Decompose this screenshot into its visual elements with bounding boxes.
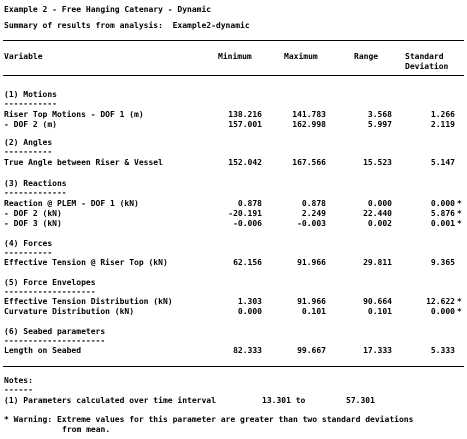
row-range: 15.523	[363, 158, 392, 167]
row-range: 0.002	[367, 219, 392, 228]
row-max: 99.667	[297, 346, 326, 355]
row-flag: *	[457, 297, 462, 306]
row-flag: *	[457, 219, 462, 228]
row-range: 3.568	[367, 110, 392, 119]
row-range: 22.440	[363, 209, 392, 218]
notes-underline: ------	[4, 385, 33, 394]
row-label: - DOF 3 (kN)	[4, 219, 62, 228]
row-max: -0.003	[297, 219, 326, 228]
row-min: 157.001	[228, 120, 262, 129]
column-header-range: Range	[354, 52, 379, 61]
row-min: 82.333	[233, 346, 262, 355]
row-min: -20.191	[228, 209, 262, 218]
row-label: True Angle between Riser & Vessel	[4, 158, 163, 167]
warning-line2: from mean.	[62, 425, 111, 434]
section-heading: (3) Reactions	[4, 179, 67, 188]
row-max: 0.101	[301, 307, 326, 316]
row-flag: *	[457, 209, 462, 218]
row-min: -0.006	[233, 219, 262, 228]
row-range: 5.997	[367, 120, 392, 129]
row-min: 0.000	[237, 307, 262, 316]
row-max: 0.878	[301, 199, 326, 208]
row-label: Curvature Distribution (kN)	[4, 307, 135, 316]
section-underline: ---------------------	[4, 336, 106, 345]
row-range: 17.333	[363, 346, 392, 355]
row-std: 0.001	[430, 219, 455, 228]
row-max: 162.998	[292, 120, 326, 129]
row-std: 5.876	[430, 209, 455, 218]
warning-line1: * Warning: Extreme values for this parameter are greater than two standard deviations	[4, 415, 414, 424]
row-std: 12.622	[426, 297, 455, 306]
row-std: 9.365	[430, 258, 455, 267]
row-std: 5.147	[430, 158, 455, 167]
report-summary: Summary of results from analysis: Example2-dynamic	[4, 21, 250, 30]
section-underline: ----------	[4, 248, 53, 257]
section-heading: (1) Motions	[4, 90, 57, 99]
row-label: - DOF 2 (m)	[4, 120, 57, 129]
row-max: 141.783	[292, 110, 326, 119]
section-heading: (5) Force Envelopes	[4, 278, 96, 287]
note-time-interval: (1) Parameters calculated over time interval	[4, 396, 216, 405]
section-heading: (6) Seabed parameters	[4, 327, 106, 336]
row-range: 90.664	[363, 297, 392, 306]
row-min: 138.216	[228, 110, 262, 119]
row-std: 0.000	[430, 199, 455, 208]
row-flag: *	[457, 307, 462, 316]
row-label: Reaction @ PLEM - DOF 1 (kN)	[4, 199, 139, 208]
section-heading: (4) Forces	[4, 239, 53, 248]
row-max: 167.566	[292, 158, 326, 167]
note-time-to: 57.301	[346, 396, 375, 405]
note-time-from: 13.301 to	[262, 396, 306, 405]
row-label: Length on Seabed	[4, 346, 82, 355]
row-range: 29.811	[363, 258, 392, 267]
row-min: 152.042	[228, 158, 262, 167]
notes-heading: Notes:	[4, 376, 33, 385]
column-header-maximum: Maximum	[284, 52, 318, 61]
column-header-std-line1: Standard	[405, 52, 444, 61]
row-std: 0.000	[430, 307, 455, 316]
section-heading: (2) Angles	[4, 138, 53, 147]
header-rule-top	[3, 40, 464, 41]
section-underline: -------------	[4, 188, 67, 197]
row-label: Effective Tension Distribution (kN)	[4, 297, 173, 306]
column-header-variable: Variable	[4, 52, 43, 61]
row-std: 5.333	[430, 346, 455, 355]
row-label: - DOF 2 (kN)	[4, 209, 62, 218]
header-rule-bottom	[3, 75, 464, 76]
section-underline: ----------	[4, 147, 53, 156]
row-std: 1.266	[430, 110, 455, 119]
row-min: 1.303	[237, 297, 262, 306]
row-range: 0.000	[367, 199, 392, 208]
row-max: 91.966	[297, 297, 326, 306]
report-title: Example 2 - Free Hanging Catenary - Dynamic	[4, 5, 212, 14]
row-flag: *	[457, 199, 462, 208]
column-header-std-line2: Deviation	[405, 62, 449, 71]
row-max: 91.966	[297, 258, 326, 267]
row-label: Riser Top Motions - DOF 1 (m)	[4, 110, 144, 119]
column-header-minimum: Minimum	[218, 52, 252, 61]
row-label: Effective Tension @ Riser Top (kN)	[4, 258, 168, 267]
row-max: 2.249	[301, 209, 326, 218]
row-range: 0.101	[367, 307, 392, 316]
row-min: 62.156	[233, 258, 262, 267]
section-underline: -------------------	[4, 287, 96, 296]
row-std: 2.119	[430, 120, 455, 129]
row-min: 0.878	[237, 199, 262, 208]
section-underline: -----------	[4, 99, 57, 108]
table-rule-bottom	[3, 366, 464, 367]
